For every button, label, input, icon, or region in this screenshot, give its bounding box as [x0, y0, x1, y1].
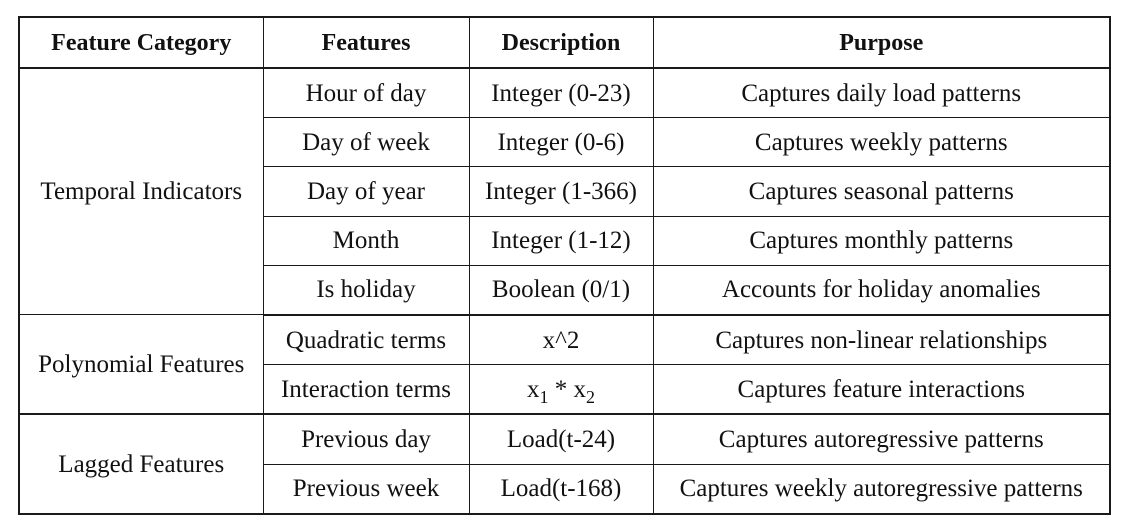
header-description: Description [469, 17, 653, 68]
subscript-2: 2 [586, 386, 595, 407]
subscript-1: 1 [539, 386, 549, 407]
feature-cell: Hour of day [263, 68, 469, 118]
purpose-cell: Captures weekly autoregressive patterns [653, 464, 1110, 514]
feature-table [18, 16, 1111, 515]
feature-cell: Is holiday [263, 265, 469, 315]
feature-cell: Previous week [263, 464, 469, 514]
description-cell: x^2 [469, 315, 653, 365]
description-cell [469, 365, 653, 415]
purpose-cell: Captures non-linear relationships [653, 315, 1110, 365]
purpose-cell: Captures weekly patterns [653, 118, 1110, 167]
header-row [19, 17, 1110, 68]
feature-cell: Quadratic terms [263, 315, 469, 365]
description-cell: Integer (1-12) [469, 216, 653, 265]
purpose-cell: Captures monthly patterns [653, 216, 1110, 265]
category-cell: Lagged Features [19, 414, 263, 513]
description-cell: Integer (0-23) [469, 68, 653, 118]
description-cell: Load(t-24) [469, 414, 653, 464]
purpose-cell: Captures feature interactions [653, 365, 1110, 415]
feature-cell: Month [263, 216, 469, 265]
var-x2: x [573, 375, 586, 403]
category-cell: Temporal Indicators [19, 68, 263, 315]
feature-cell: Interaction terms [263, 365, 469, 415]
table-row [19, 315, 1110, 365]
purpose-cell: Captures seasonal patterns [653, 167, 1110, 216]
description-cell: Integer (1-366) [469, 167, 653, 216]
multiply-operator: * [548, 375, 574, 403]
table-row [19, 68, 1110, 118]
feature-cell: Day of year [263, 167, 469, 216]
category-cell: Polynomial Features [19, 315, 263, 414]
header-feature-category: Feature Category [19, 17, 263, 68]
description-cell: Integer (0-6) [469, 118, 653, 167]
feature-cell: Day of week [263, 118, 469, 167]
header-purpose: Purpose [653, 17, 1110, 68]
header-features: Features [263, 17, 469, 68]
purpose-cell: Captures daily load patterns [653, 68, 1110, 118]
table-row [19, 414, 1110, 464]
var-x1: x [527, 375, 540, 403]
feature-cell: Previous day [263, 414, 469, 464]
description-cell: Boolean (0/1) [469, 265, 653, 315]
description-cell: Load(t-168) [469, 464, 653, 514]
purpose-cell: Captures autoregressive patterns [653, 414, 1110, 464]
purpose-cell: Accounts for holiday anomalies [653, 265, 1110, 315]
